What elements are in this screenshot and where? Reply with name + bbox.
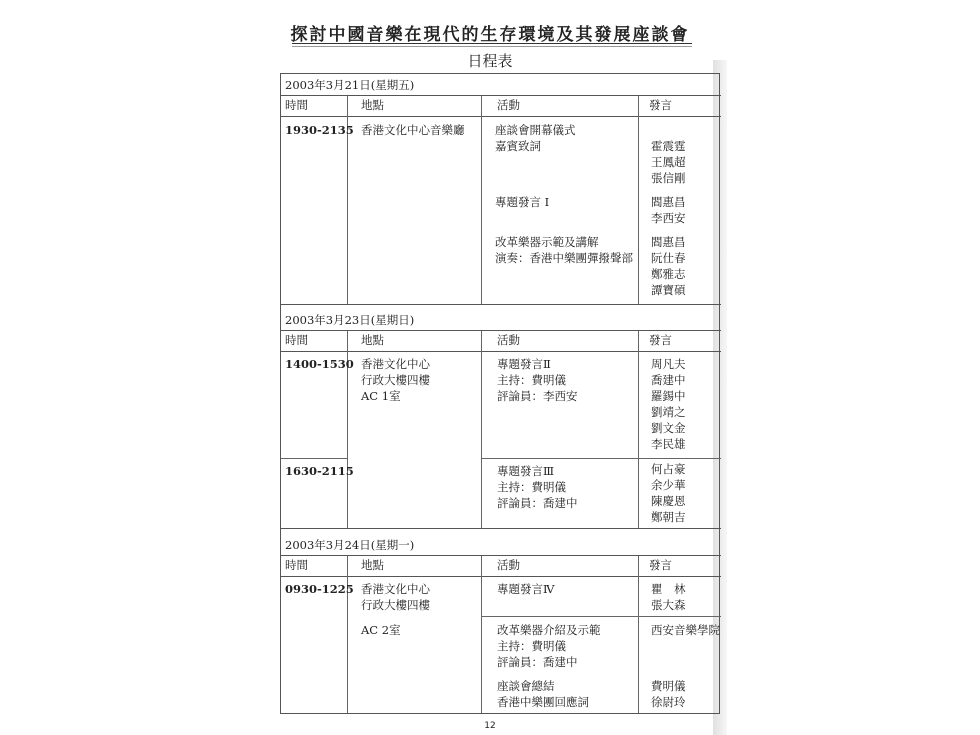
header-activity: 活動	[497, 98, 520, 112]
date-row-day1: 2003年3月21日(星期五)	[281, 74, 721, 96]
day1-time: 1930-2135	[285, 123, 354, 137]
speaker: 阮仕春	[651, 251, 686, 265]
day2-session1-critic: 評論員：李西安	[497, 389, 578, 403]
speaker: 瞿 林	[651, 582, 686, 596]
date-row-day2: 2003年3月23日(星期日)	[281, 309, 721, 331]
title-underline	[292, 43, 692, 44]
speaker: 李西安	[651, 211, 686, 225]
header-time: 時間	[285, 98, 308, 112]
col-divider	[481, 96, 482, 304]
header-speakers: 發言	[649, 558, 672, 572]
day1-activity-topic1: 專題發言 I	[495, 195, 550, 209]
header-activity: 活動	[497, 333, 520, 347]
day1-venue: 香港文化中心音樂廳	[361, 123, 465, 137]
day2-time-session2: 1630-2115	[285, 464, 354, 478]
speaker: 劉靖之	[651, 405, 686, 419]
day1-activity-demo: 改革樂器示範及講解	[495, 235, 599, 249]
day2-session2-topic: 專題發言Ⅲ	[497, 464, 555, 478]
day1-activity-opening: 座談會開幕儀式	[495, 123, 576, 137]
day1-activity-speech: 嘉賓致詞	[495, 139, 541, 153]
day3-topic4: 專題發言Ⅳ	[497, 582, 555, 596]
col-divider	[347, 556, 348, 713]
speaker: 喬建中	[651, 373, 686, 387]
speaker: 余少華	[651, 478, 686, 492]
day2-venue-line: 香港文化中心	[361, 357, 430, 371]
col-divider	[481, 556, 482, 713]
day1-activity-performance: 演奏：香港中樂團彈撥聲部	[495, 251, 633, 265]
document-title: 探討中國音樂在現代的生存環境及其發展座談會	[290, 25, 690, 45]
speaker: 譚寶碩	[651, 283, 686, 297]
day3-time: 0930-1225	[285, 582, 354, 596]
day3-response: 香港中樂團回應詞	[497, 695, 589, 709]
header-venue: 地點	[361, 558, 384, 572]
speaker: 張大森	[651, 598, 686, 612]
speaker: 張信剛	[651, 171, 686, 185]
day-separator	[281, 528, 721, 529]
day2-session1-host: 主持：費明儀	[497, 373, 566, 387]
speaker: 何占豪	[651, 462, 686, 476]
day2-venue-line: 行政大樓四樓	[361, 373, 430, 387]
speaker: 劉文金	[651, 421, 686, 435]
day3-host: 主持：費明儀	[497, 639, 566, 653]
session-divider	[481, 616, 721, 617]
col-divider	[638, 96, 639, 304]
speaker: 西安音樂學院	[651, 623, 720, 637]
day3-venue-line: 行政大樓四樓	[361, 598, 430, 612]
speaker: 閻惠昌	[651, 195, 686, 209]
title-underline-secondary	[292, 46, 692, 47]
document-subtitle: 日程表	[467, 52, 513, 70]
header-time: 時間	[285, 558, 308, 572]
header-speakers: 發言	[649, 333, 672, 347]
session-divider	[481, 458, 721, 459]
col-divider	[638, 556, 639, 713]
day3-critic: 評論員：喬建中	[497, 655, 578, 669]
speaker: 鄭朝吉	[651, 510, 686, 524]
header-venue: 地點	[361, 98, 384, 112]
day2-time-session1: 1400-1530	[285, 357, 354, 371]
col-divider	[481, 331, 482, 528]
speaker: 徐尉玲	[651, 695, 686, 709]
day3-instrument-demo: 改革樂器介紹及示範	[497, 623, 601, 637]
session-divider	[281, 458, 347, 459]
speaker: 閻惠昌	[651, 235, 686, 249]
speaker: 霍震霆	[651, 139, 686, 153]
speaker: 李民雄	[651, 437, 686, 451]
col-divider	[638, 331, 639, 528]
header-speakers: 發言	[649, 98, 672, 112]
day2-session1-topic: 專題發言Ⅱ	[497, 357, 551, 371]
day2-venue-line: AC 1室	[361, 389, 401, 403]
day2-session2-host: 主持：費明儀	[497, 480, 566, 494]
speaker: 王鳳超	[651, 155, 686, 169]
speaker: 費明儀	[651, 679, 686, 693]
day2-session2-critic: 評論員：喬建中	[497, 496, 578, 510]
day3-venue-line: 香港文化中心	[361, 582, 430, 596]
speaker: 陳慶恩	[651, 494, 686, 508]
speaker: 周凡夫	[651, 357, 686, 371]
schedule-table	[280, 73, 720, 714]
speaker: 鄭雅志	[651, 267, 686, 281]
speaker: 羅錫中	[651, 389, 686, 403]
header-venue: 地點	[361, 333, 384, 347]
day-separator	[281, 304, 721, 305]
page-number: 12	[484, 721, 496, 731]
day3-closing: 座談會總結	[497, 679, 555, 693]
day3-venue-line: AC 2室	[361, 623, 401, 637]
header-activity: 活動	[497, 558, 520, 572]
date-row-day3: 2003年3月24日(星期一)	[281, 534, 721, 556]
header-time: 時間	[285, 333, 308, 347]
